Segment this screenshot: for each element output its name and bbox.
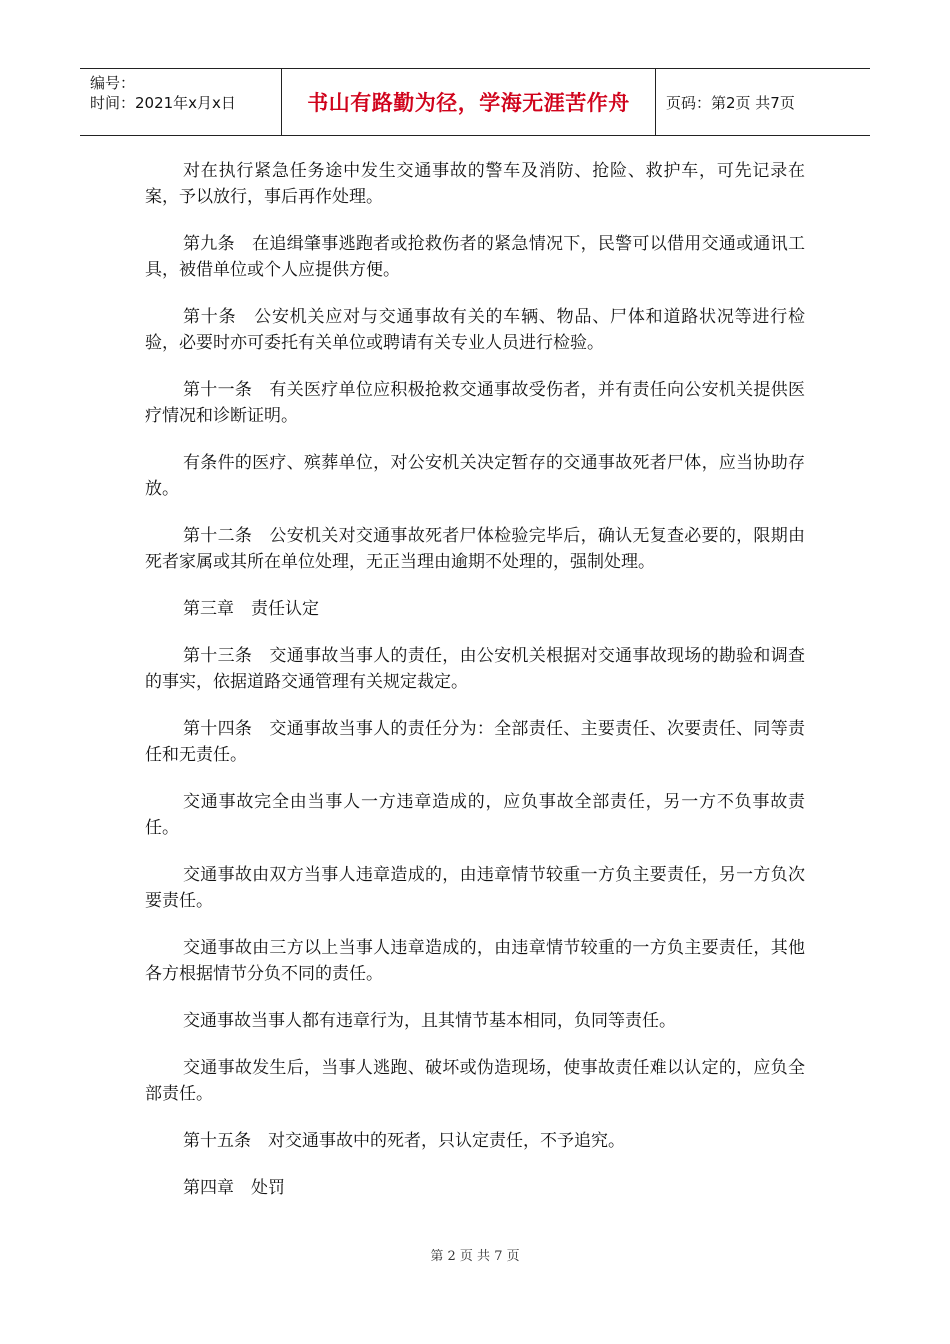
motto-text: 书山有路勤为径，学海无涯苦作舟 xyxy=(307,91,630,115)
paragraph: 交通事故完全由当事人一方违章造成的，应负事故全部责任，另一方不负事故责任。 xyxy=(145,792,805,838)
chapter-heading: 第三章 责任认定 xyxy=(183,599,319,619)
paragraph: 第十四条 交通事故当事人的责任分为：全部责任、主要责任、次要责任、同等责任和无责任。 xyxy=(145,719,805,765)
paragraph: 有条件的医疗、殡葬单位，对公安机关决定暂存的交通事故死者尸体，应当协助存放。 xyxy=(145,453,805,499)
paragraph: 交通事故当事人都有违章行为，且其情节基本相同，负同等责任。 xyxy=(183,1011,676,1031)
page-footer xyxy=(0,1245,950,1264)
paragraph: 交通事故由双方当事人违章造成的，由违章情节较重一方负主要责任，另一方负次要责任。 xyxy=(145,865,805,911)
paragraph: 第十二条 公安机关对交通事故死者尸体检验完毕后，确认无复查必要的，限期由死者家属或其所在单位处理，无正当理由逾期不处理的，强制处理。 xyxy=(145,526,805,572)
document-body xyxy=(145,158,805,1222)
document-number: 编号： xyxy=(90,74,136,92)
paragraph: 第十一条 有关医疗单位应积极抢救交通事故受伤者，并有责任向公安机关提供医疗情况和诊断证明。 xyxy=(145,380,805,426)
footer-page-number: 第 2 页 共 7 页 xyxy=(430,1249,520,1264)
paragraph: 交通事故由三方以上当事人违章造成的，由违章情节较重的一方负主要责任，其他各方根据情节分负不同的责任。 xyxy=(145,938,805,984)
header-motto-cell xyxy=(282,69,656,135)
document-date: 时间：2021年x月x日 xyxy=(90,94,236,112)
header-info-cell xyxy=(80,69,282,135)
chapter-heading: 第四章 处罚 xyxy=(183,1178,285,1198)
header-page-number: 页码：第2页 共7页 xyxy=(666,93,795,112)
header-page-cell xyxy=(656,69,870,135)
paragraph: 第十五条 对交通事故中的死者，只认定责任，不予追究。 xyxy=(183,1131,625,1151)
paragraph: 交通事故发生后，当事人逃跑、破坏或伪造现场，使事故责任难以认定的，应负全部责任。 xyxy=(145,1058,805,1104)
paragraph: 第十三条 交通事故当事人的责任，由公安机关根据对交通事故现场的勘验和调查的事实，依据道路交通管理有关规定裁定。 xyxy=(145,646,805,692)
paragraph: 对在执行紧急任务途中发生交通事故的警车及消防、抢险、救护车，可先记录在案，予以放行，事后再作处理。 xyxy=(145,161,805,207)
page-header xyxy=(80,68,870,136)
paragraph: 第九条 在追缉肇事逃跑者或抢救伤者的紧急情况下，民警可以借用交通或通讯工具，被借单位或个人应提供方便。 xyxy=(145,234,805,280)
paragraph: 第十条 公安机关应对与交通事故有关的车辆、物品、尸体和道路状况等进行检验，必要时亦可委托有关单位或聘请有关专业人员进行检验。 xyxy=(145,307,805,353)
